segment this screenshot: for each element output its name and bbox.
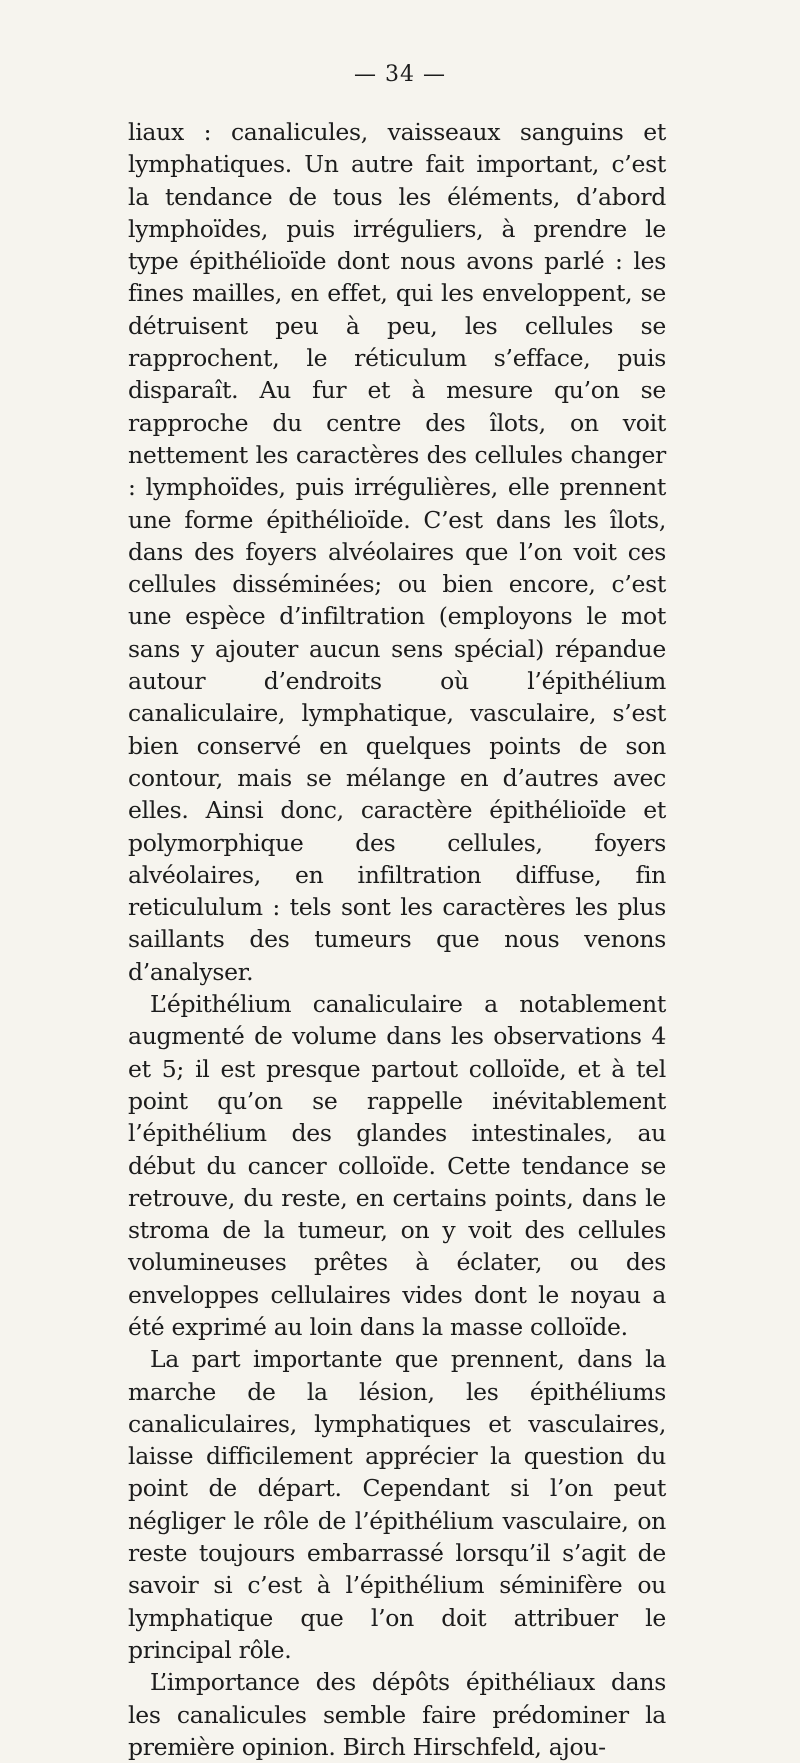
paragraph: L’importance des dépôts épithéliaux dans les canalicules semble faire prédominer la première opinion. Birch Hirschfeld, ajou- [128,1668,666,1761]
body-text [128,116,666,1763]
page-number-header: — 34 — [354,62,446,87]
paragraph: La part importante que prennent, dans la marche de la lésion, les épithéliums canaliculaires, lymphatiques et vasculaires, laisse difficilement apprécier la question du point de départ. Cependant si l’on peut négliger le rôle de l’épithélium vasculaire, on reste toujours embarrassé lorsqu’il s’agit de savoir si c’est à l’épithélium séminifère ou lymphatique que l’on doit attribuer le principal rôle. [128,1345,666,1664]
paragraph: L’épithélium canaliculaire a notablement augmenté de volume dans les observations 4 et 5; il est presque partout colloïde, et à tel point qu’on se rappelle inévitablement l’épithélium des glandes intestinales, au début du cancer colloïde. Cette tendance se retrouve, du reste, en certains points, dans le stroma de la tumeur, on y voit des cellules volumineuses prêtes à éclater, ou des enveloppes cellulaires vides dont le noyau a été exprimé au loin dans la masse colloïde. [128,990,666,1341]
paragraph-continued: liaux : canalicules, vaisseaux sanguins et lymphatiques. Un autre fait important, c’est la tendance de tous les éléments, d’abord lymphoïdes, puis irréguliers, à prendre le type épithélioïde dont nous avons parlé : les fines mailles, en effet, qui les enveloppent, se détruisent peu à peu, les cellules se rapprochent, le réticulum s’efface, puis disparaît. Au fur et à mesure qu’on se rapproche du centre des îlots, on voit nettement les caractères des cellules changer : lymphoïdes, puis irrégulières, elle prennent une forme épithélioïde. C’est dans les îlots, dans des foyers alvéolaires que l’on voit ces cellules disséminées; ou bien encore, c’est une espèce d’infiltration (employons le mot sans y ajouter aucun sens spécial) répandue autour d’endroits où l’épithélium canaliculaire, lymphatique, vasculaire, s’est bien conservé en quelques points de son contour, mais se mélange en d’autres avec elles. Ainsi donc, caractère épithélioïde et polymorphique des cellules, foyers alvéolaires, en infiltration diffuse, fin reticululum : tels sont les caractères les plus saillants des tumeurs que nous venons d’analyser. [128,118,666,986]
